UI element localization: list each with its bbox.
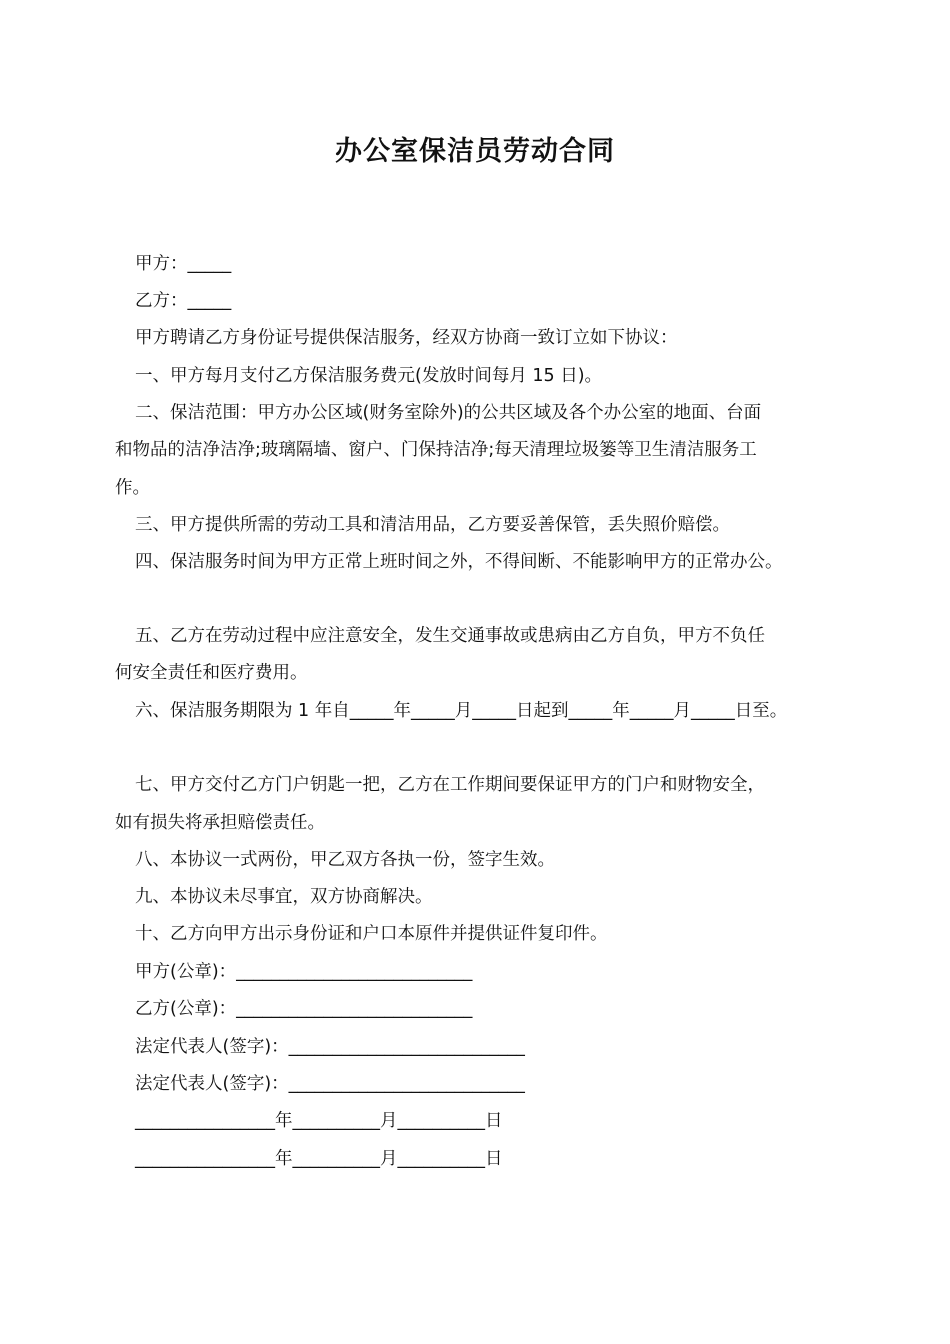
clause-2-line-1: 二、保洁范围：甲方办公区域(财务室除外)的公共区域及各个办公室的地面、台面 (135, 403, 762, 423)
clause-2-line-3: 作。 (115, 478, 150, 498)
clause-8: 八、本协议一式两份，甲乙双方各执一份，签字生效。 (135, 850, 555, 870)
document-title: 办公室保洁员劳动合同 (335, 136, 615, 167)
legal-rep-signature-field-2: 法定代表人(签字)：___________________________ (135, 1074, 525, 1094)
clause-10: 十、乙方向甲方出示身份证和户口本原件并提供证件复印件。 (135, 924, 608, 944)
clause-5-line-1: 五、乙方在劳动过程中应注意安全，发生交通事故或患病由乙方自负，甲方不负任 (135, 626, 765, 646)
clause-5-line-2: 何安全责任和医疗费用。 (115, 663, 308, 683)
date-field-1: ________________年__________月__________日 (135, 1111, 503, 1131)
clause-3: 三、甲方提供所需的劳动工具和清洁用品，乙方要妥善保管，丢失照价赔偿。 (135, 515, 730, 535)
date-field-2: ________________年__________月__________日 (135, 1149, 503, 1169)
clause-6: 六、保洁服务期限为 1 年自_____年_____月_____日起到_____年_____月_____日至。 (135, 701, 788, 721)
legal-rep-signature-field-1: 法定代表人(签字)：___________________________ (135, 1037, 525, 1057)
party-a-seal-field: 甲方(公章)：___________________________ (135, 962, 473, 982)
party-b-seal-field: 乙方(公章)：___________________________ (135, 999, 473, 1019)
party-a-line: 甲方：_____ (135, 254, 232, 274)
clause-7-line-2: 如有损失将承担赔偿责任。 (115, 813, 325, 833)
party-b-line: 乙方：_____ (135, 291, 232, 311)
clause-7-line-1: 七、甲方交付乙方门户钥匙一把，乙方在工作期间要保证甲方的门户和财物安全， (135, 775, 765, 795)
intro-paragraph: 甲方聘请乙方身份证号提供保洁服务，经双方协商一致订立如下协议： (135, 328, 678, 348)
clause-2-line-2: 和物品的洁净洁净;玻璃隔墙、窗户、门保持洁净;每天清理垃圾篓等卫生清洁服务工 (115, 440, 757, 460)
clause-9: 九、本协议未尽事宜，双方协商解决。 (135, 887, 433, 907)
clause-4: 四、保洁服务时间为甲方正常上班时间之外，不得间断、不能影响甲方的正常办公。 (135, 552, 783, 572)
clause-1: 一、甲方每月支付乙方保洁服务费元(发放时间每月 15 日)。 (135, 366, 603, 386)
